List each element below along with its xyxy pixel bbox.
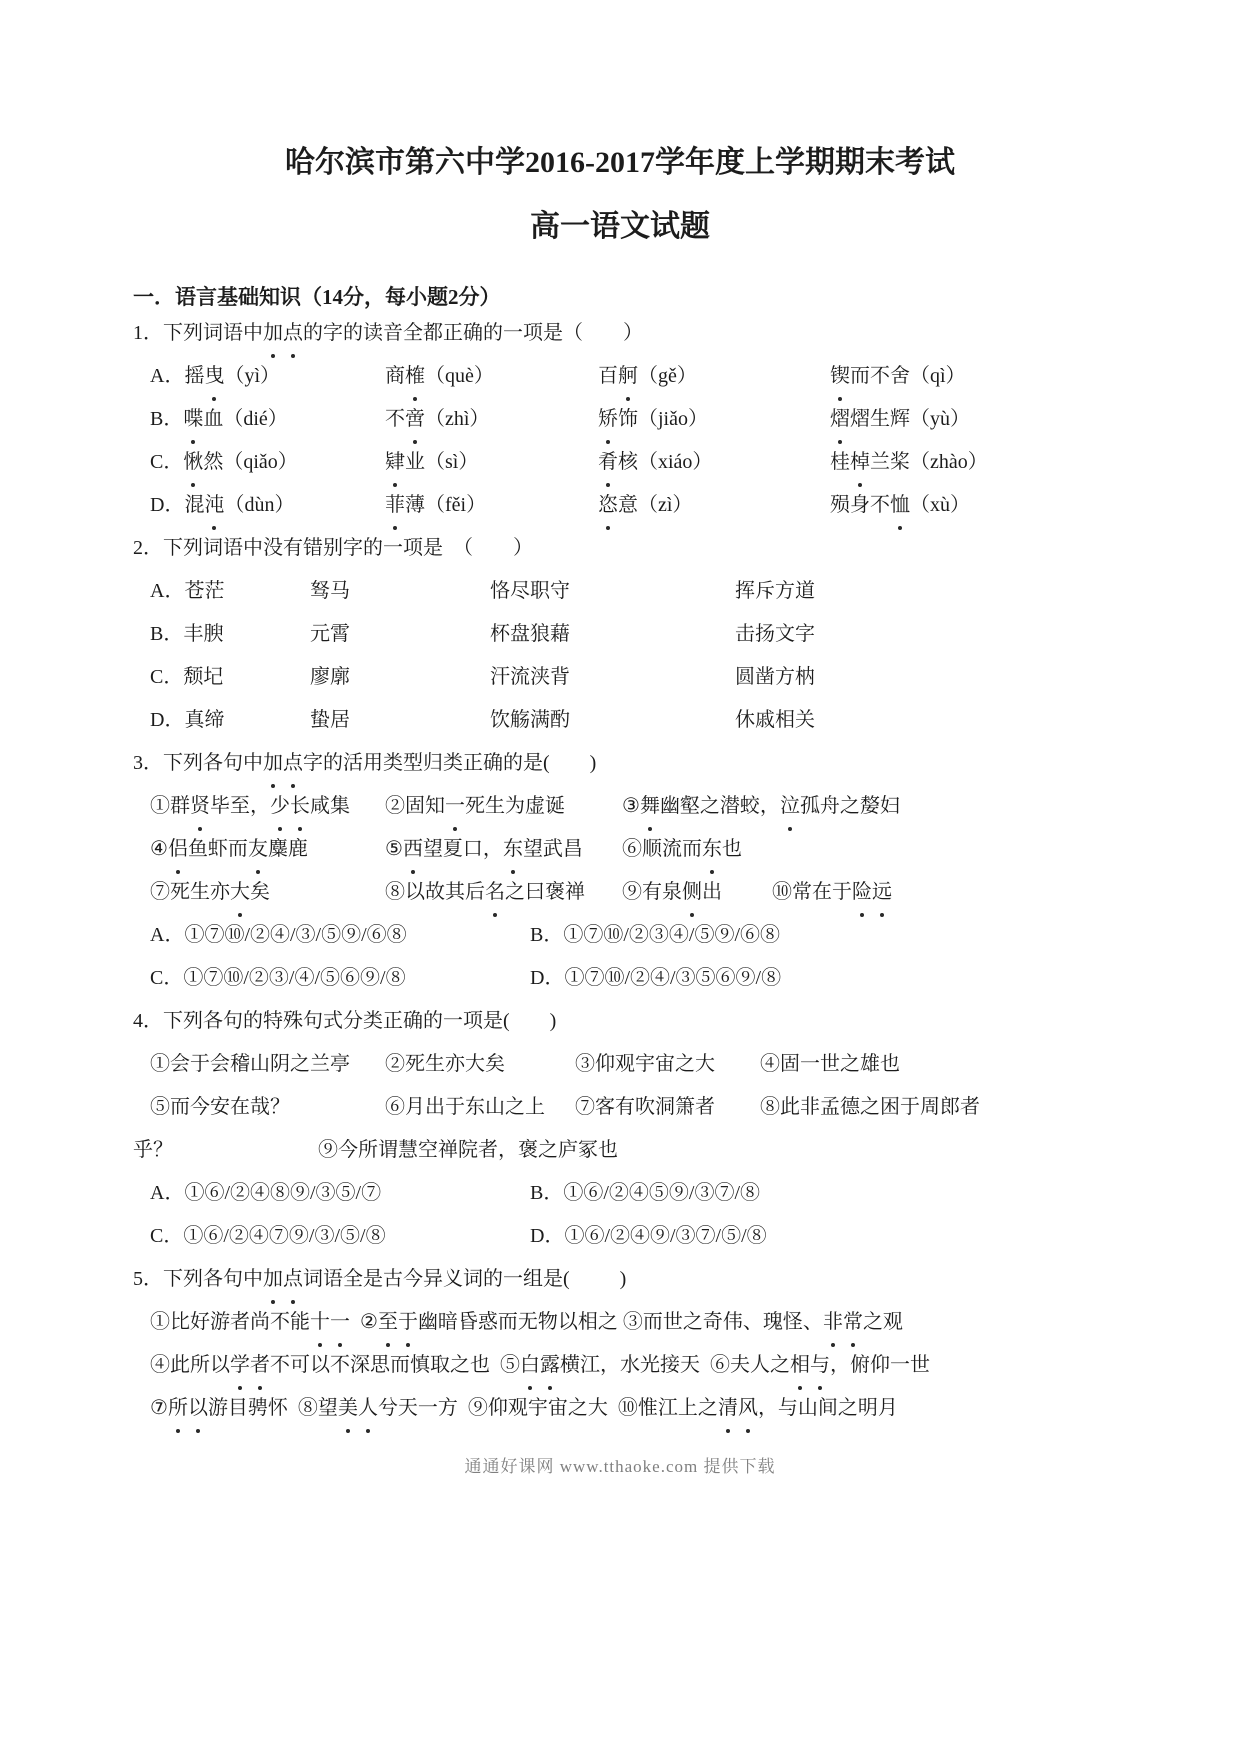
option-cell: C．①⑦⑩/②③/④/⑤⑥⑨/⑧ — [150, 967, 406, 989]
option-cell: 恪尽职守 — [490, 580, 570, 602]
question-3-items-line-3 — [133, 871, 1107, 914]
option-cell: 挥斥方道 — [735, 580, 815, 602]
section-heading: 一．语言基础知识（14分，每小题2分） — [133, 285, 501, 309]
question-5-stem: 5．下列各句中加点词语全是古今异义词的一组是( ) — [133, 1258, 1107, 1301]
option-cell: D．①⑥/②④⑨/③⑦/⑤/⑧ — [530, 1225, 767, 1247]
question-3-items-line-2 — [133, 828, 1107, 871]
option-cell: 杯盘狼藉 — [490, 623, 570, 645]
question-2-option-row-b — [133, 613, 1107, 656]
option-cell: D．①⑦⑩/②④/③⑤⑥⑨/⑧ — [530, 967, 782, 989]
sentence-item: ⑧此非孟德之困于周郎者 — [760, 1096, 980, 1118]
question-4-items-line-3 — [133, 1129, 1107, 1172]
question-5-items-line-3: ⑦所以游目骋怀 ⑧望美人兮天一方 ⑨仰观宇宙之大 ⑩惟江上之清风，与山间之明月 — [133, 1387, 1107, 1430]
option-cell: B．①⑥/②④⑤⑨/③⑦/⑧ — [530, 1182, 761, 1204]
option-cell: C．愀然（qiǎo） — [150, 441, 385, 484]
option-cell: 蛰居 — [310, 709, 350, 731]
question-1 — [133, 312, 1107, 527]
question-4 — [133, 1000, 1107, 1258]
question-2-option-row-d — [133, 699, 1107, 742]
option-cell: 菲薄（fěi） — [385, 484, 598, 527]
sentence-item: ⑧以故其后名之曰褒禅 — [385, 871, 622, 914]
option-cell: D．混沌（dùn） — [150, 484, 385, 527]
option-cell: A．①⑥/②④⑧⑨/③⑤/⑦ — [150, 1182, 382, 1204]
sentence-item: ⑥顺流而东也 — [622, 828, 742, 871]
sentence-item: ③仰观宇宙之大 — [575, 1053, 715, 1075]
option-cell: 桂棹兰桨（zhào） — [830, 441, 988, 484]
option-cell: 百舸（gě） — [598, 355, 830, 398]
sentence-item: ⑤而今安在哉？ — [150, 1096, 290, 1118]
option-cell: 熠熠生辉（yù） — [830, 398, 970, 441]
question-1-option-row-b — [133, 398, 1107, 441]
exam-subtitle: 高一语文试题 — [530, 210, 710, 243]
question-1-stem: 1．下列词语中加点的字的读音全都正确的一项是（ ） — [133, 312, 1107, 355]
question-5-items-line-2: ④此所以学者不可以不深思而慎取之也 ⑤白露横江，水光接天 ⑥夫人之相与，俯仰一世 — [133, 1344, 1107, 1387]
sentence-item: ②死生亦大矣 — [385, 1053, 505, 1075]
sentence-item: ④固一世之雄也 — [760, 1053, 900, 1075]
question-2 — [133, 527, 1107, 742]
question-4-items-line-1 — [133, 1043, 1107, 1086]
question-4-items-line-2 — [133, 1086, 1107, 1129]
option-cell: 休戚相关 — [735, 709, 815, 731]
sentence-item: ③舞幽壑之潜蛟，泣孤舟之嫠妇 — [622, 785, 900, 828]
question-3-items-line-1 — [133, 785, 1107, 828]
option-cell: 肴核（xiáo） — [598, 441, 830, 484]
option-cell: 不啻（zhì） — [385, 398, 598, 441]
question-2-option-row-c — [133, 656, 1107, 699]
option-cell: 恣意（zì） — [598, 484, 830, 527]
question-4-option-row-ab — [133, 1172, 1107, 1215]
option-cell: A．摇曳（yì） — [150, 355, 385, 398]
option-cell: 商榷（què） — [385, 355, 598, 398]
option-cell: 饮觞满酌 — [490, 709, 570, 731]
option-cell: B．丰腴 — [150, 623, 224, 645]
option-cell: 矫饰（jiǎo） — [598, 398, 830, 441]
option-cell: B．①⑦⑩/②③④/⑤⑨/⑥⑧ — [530, 924, 781, 946]
sentence-item: ④侣鱼虾而友麋鹿 — [150, 828, 385, 871]
question-5-items-line-1: ①比好游者尚不能十一 ②至于幽暗昏惑而无物以相之 ③而世之奇伟、瑰怪、非常之观 — [133, 1301, 1107, 1344]
footer-download-note: 通通好课网 www.tthaoke.com 提供下载 — [464, 1457, 776, 1476]
option-cell: 廖廓 — [310, 666, 350, 688]
option-cell: C．颓圮 — [150, 666, 224, 688]
sentence-item: ②固知一死生为虚诞 — [385, 785, 622, 828]
question-4-option-row-cd — [133, 1215, 1107, 1258]
question-1-option-row-c — [133, 441, 1107, 484]
question-1-option-row-a — [133, 355, 1107, 398]
option-cell: 汗流浃背 — [490, 666, 570, 688]
sentence-item: 乎？ — [133, 1139, 173, 1161]
option-cell: D．真缔 — [150, 709, 225, 731]
option-cell: 肄业（sì） — [385, 441, 598, 484]
sentence-item: ⑤西望夏口，东望武昌 — [385, 828, 622, 871]
sentence-item: ⑨有泉侧出 — [622, 871, 772, 914]
sentence-item: ⑥月出于东山之上 — [385, 1096, 545, 1118]
question-5 — [133, 1258, 1107, 1430]
question-3-option-row-cd — [133, 957, 1107, 1000]
question-2-stem: 2．下列词语中没有错别字的一项是 （ ） — [133, 537, 533, 559]
question-3-stem: 3．下列各句中加点字的活用类型归类正确的是( ) — [133, 742, 1107, 785]
question-3-option-row-ab — [133, 914, 1107, 957]
sentence-item: ⑦死生亦大矣 — [150, 871, 385, 914]
option-cell: C．①⑥/②④⑦⑨/③/⑤/⑧ — [150, 1225, 386, 1247]
option-cell: A．苍茫 — [150, 580, 225, 602]
question-1-option-row-d — [133, 484, 1107, 527]
sentence-item: ①会于会稽山阴之兰亭 — [150, 1053, 350, 1075]
option-cell: 驽马 — [310, 580, 350, 602]
question-2-option-row-a — [133, 570, 1107, 613]
sentence-item: ⑩常在于险远 — [772, 871, 892, 914]
option-cell: B．喋血（dié） — [150, 398, 385, 441]
sentence-item: ①群贤毕至，少长咸集 — [150, 785, 385, 828]
option-cell: A．①⑦⑩/②④/③/⑤⑨/⑥⑧ — [150, 924, 407, 946]
option-cell: 击扬文字 — [735, 623, 815, 645]
option-cell: 圆凿方枘 — [735, 666, 815, 688]
option-cell: 殒身不恤（xù） — [830, 484, 970, 527]
option-cell: 锲而不舍（qì） — [830, 355, 966, 398]
sentence-item: ⑨今所谓慧空禅院者，褒之庐冢也 — [318, 1139, 618, 1161]
question-4-stem: 4．下列各句的特殊句式分类正确的一项是( ) — [133, 1010, 557, 1032]
exam-title: 哈尔滨市第六中学2016-2017学年度上学期期末考试 — [285, 146, 955, 179]
option-cell: 元霄 — [310, 623, 350, 645]
question-3 — [133, 742, 1107, 1000]
sentence-item: ⑦客有吹洞箫者 — [575, 1096, 715, 1118]
